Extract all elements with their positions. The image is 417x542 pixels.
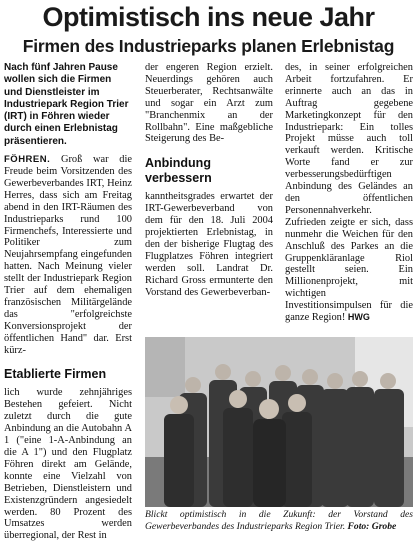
caption-text: Blickt optimistisch in die Zukunft: der Vorstand des Gewerbeverbandes des Industrieparks Region Trier. — [145, 509, 413, 532]
headline: Optimistisch ins neue Jahr — [42, 2, 375, 32]
photo-caption — [145, 509, 413, 532]
group-photo-illustration — [145, 337, 413, 507]
group-photo — [145, 337, 413, 507]
author-signature: HWG — [347, 312, 370, 323]
body-paragraph-4: kanntheitsgrades erwartet der IRT-Gewerbeverband von dem für den 18. Juli 2004 projektierten Erlebnistag, in den der bisherige Flugtag des Flugplatzes Föhren integriert werden soll. Landrat Dr. Richard Gross ermunterte den Vorstand des Gewerbeverban- — [145, 191, 273, 298]
lead-paragraph: Nach fünf Jahren Pause wollen sich die Firmen und Dienstleister im Industriepark Region Trier (IRT) in Föhren wieder durch einen Erlebnistag präsentieren. — [4, 62, 129, 147]
subheadline: Firmen des Industrieparks planen Erlebnistag — [22, 36, 395, 56]
photo-credit: Foto: Grobe — [347, 520, 397, 532]
body-paragraph-2: lich wurde zehnjähriges Bestehen gefeiert. Nicht zuletzt durch die gute Anbindung an die Autobahn A 1 ("eine 1-A-Anbindung an die A 1") und den Flugplatz Föhren direkt am Gelände, konnte eine Vielzahl von Betrieben, Dienstleistern und Existenzgründern angesiedelt werden. 80 Prozent des Umsatzes werden überregional, der Rest in — [4, 387, 132, 542]
body-text: Groß war die Freude beim Vorsitzenden des Gewerbeverbandes IRT, Heinz Herres, dass sich am Freitag abend in den IRT-Räumen des Industrieparks rund 100 Firmenchefs, Interessierte und Politiker zum Neujahrsempfang eingefunden hatten. Nach Meinung vieler stellt der Industriepark Region Trier auf dem ehemaligen französischen Militärgelände das "erfolgreichste Konversionsprojekt der öffentlichen Hand" dar. Erst kürz- — [4, 154, 132, 356]
body-paragraph-5 — [285, 62, 413, 324]
section-heading-anbindung-verbessern: Anbindung verbessern — [145, 156, 212, 186]
section-heading-etablierte-firmen: Etablierte Firmen — [4, 367, 107, 382]
body-paragraph-1 — [4, 154, 132, 356]
column-1 — [4, 62, 132, 542]
column-3 — [285, 62, 413, 324]
column-2 — [145, 62, 273, 299]
dateline: FÖHREN. — [4, 154, 51, 166]
body-paragraph-3: der engeren Region erzielt. Neuerdings gehören auch Steuerberater, Rechtsanwälte und sogar ein Arzt zum "Branchenmix an der Rollbahn". Eine maßgebliche Steigerung des Be- — [145, 62, 273, 145]
body-text: des, in seiner erfolgreichen Arbeit fortzufahren. Er erinnerte auch an das in Auftrag gegebene Marketingkonzept für den Industriepark: Ein tolles Projekt müsse auch toll verkauft werden. Kritische Worte fand er zur verbesserungsbedürftigen Anbindung des Geländes an den öffentlichen Personennahverkehr. Zufrieden zeigte er sich, dass nunmehr die Weichen für den Anschluß des Parkes an die Gruppenkläranlage Riol gestellt seien. Ein Millionenprojekt, mit wichtigen Investitionsimpulsen für die ganze Region! — [285, 62, 413, 324]
